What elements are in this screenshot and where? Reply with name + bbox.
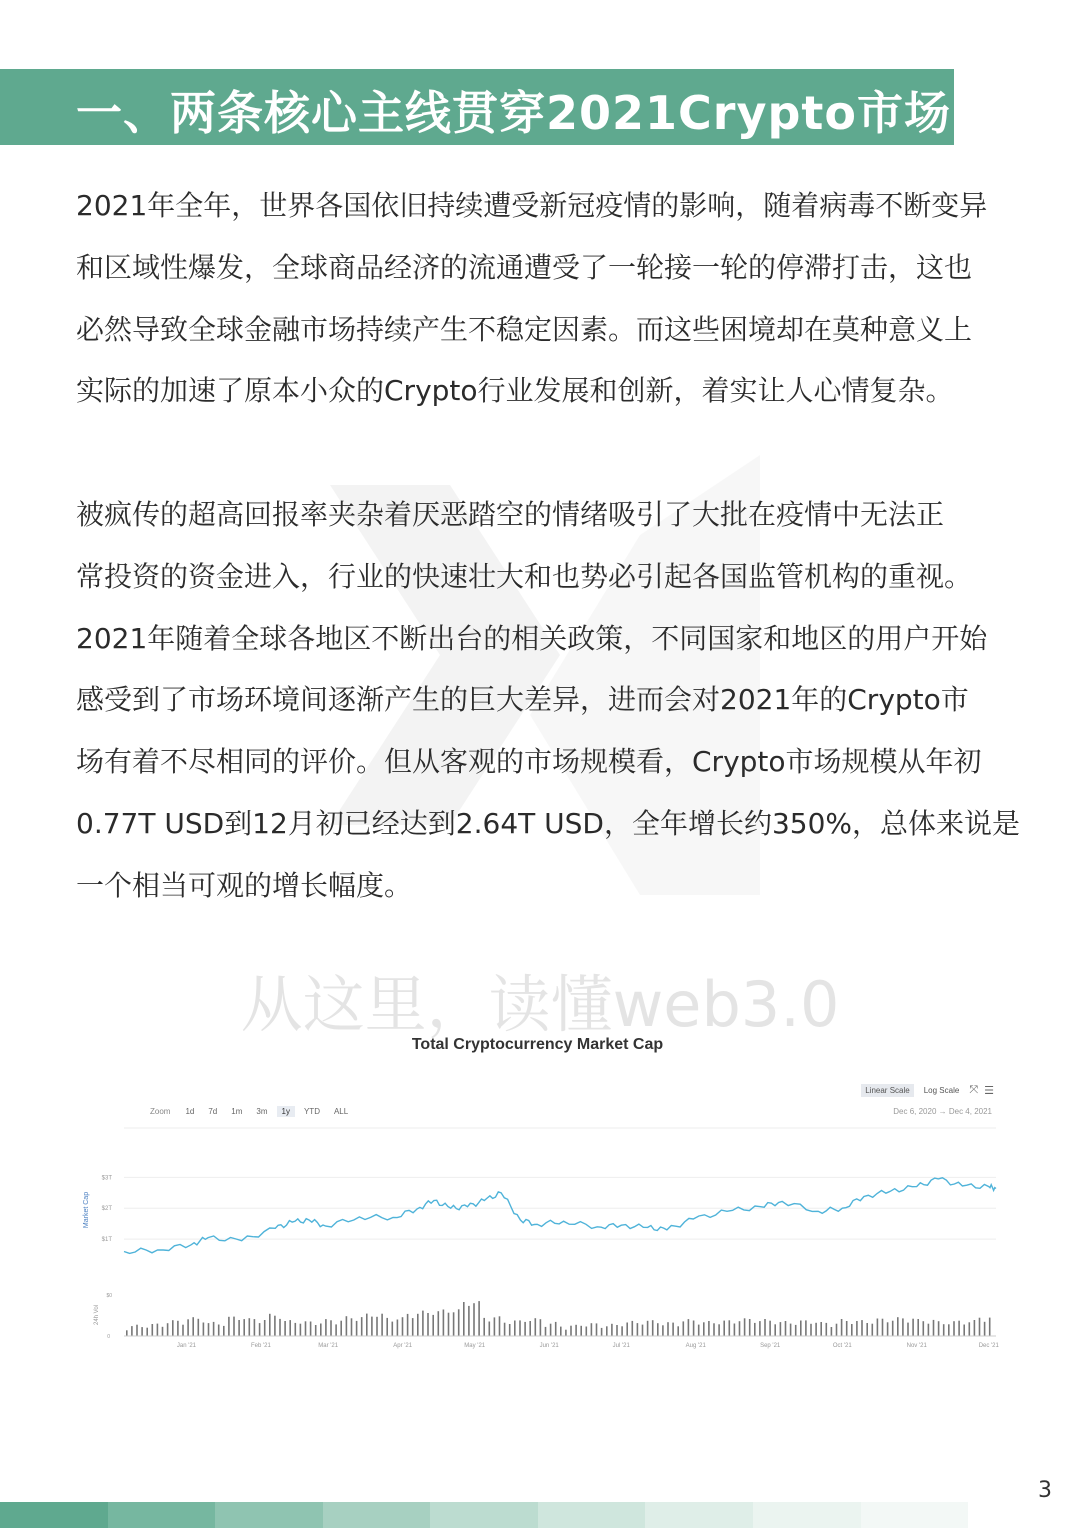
volume-bar [555,1322,557,1336]
volume-bar [407,1314,409,1336]
volume-bar [820,1322,822,1336]
volume-bar [228,1317,230,1336]
volume-bar [494,1317,496,1336]
volume-bar [683,1321,685,1336]
volume-bar [943,1324,945,1336]
volume-bar [509,1324,511,1336]
volume-bar [933,1320,935,1336]
volume-bar [989,1318,991,1336]
volume-bar [769,1321,771,1336]
volume-bar [958,1321,960,1336]
volume-bar [565,1330,567,1336]
zoom-7d-button[interactable]: 7d [208,1107,218,1116]
volume-bar [448,1313,450,1336]
volume-bar [381,1314,383,1336]
volume-bar [591,1323,593,1336]
volume-bar [892,1321,894,1336]
y-tick-label: $1T [101,1237,112,1244]
volume-bar [203,1323,205,1337]
volume-bar [815,1323,817,1336]
volume-bar [249,1318,251,1336]
volume-bar [489,1322,491,1337]
volume-bar [172,1320,174,1336]
paragraph-line: 一个相当可观的增长幅度。 [76,868,413,902]
volume-bar [284,1321,286,1336]
volume-bar [723,1321,725,1336]
volume-bar [754,1323,756,1336]
volume-bar [167,1323,169,1336]
volume-bar [969,1322,971,1336]
volume-bar [606,1326,608,1336]
volume-bar [953,1321,955,1336]
volume-bar [560,1327,562,1336]
volume-bar [295,1323,297,1336]
volume-bar [749,1319,751,1336]
volume-bar [198,1319,200,1336]
volume-bar [335,1324,337,1336]
volume-bar [877,1319,879,1337]
volume-bar [427,1313,429,1336]
volume-bar [524,1322,526,1336]
volume-bar [182,1325,184,1336]
volume-bar [580,1326,582,1336]
volume-bar [897,1317,899,1336]
volume-bar [846,1321,848,1336]
y-tick-label: $3T [101,1175,112,1182]
volume-bar [851,1324,853,1336]
volume-bar [136,1325,138,1336]
volume-bar [887,1322,889,1336]
volume-bar [657,1323,659,1336]
volume-bar [269,1314,271,1336]
footer-segment [215,1502,323,1528]
footer-segment [108,1502,216,1528]
paragraph-line: 感受到了市场环境间逐渐产生的巨大差异，进而会对2021年的Crypto市 [76,683,969,717]
volume-bar [626,1323,628,1337]
volume-bar [259,1323,261,1336]
volume-bar [300,1324,302,1336]
volume-bar [917,1319,919,1336]
volume-bar [708,1321,710,1336]
volume-bar [703,1322,705,1336]
volume-bar [963,1325,965,1337]
volume-bar [397,1320,399,1337]
x-tick-label: Jan '21 [176,1343,197,1349]
volume-bar [315,1325,317,1336]
paragraph-line: 被疯传的超高回报率夹杂着厌恶踏空的情绪吸引了大批在疫情中无法正 [76,498,945,531]
volume-bar [402,1317,404,1336]
volume-bar [386,1318,388,1336]
volume-bar [831,1327,833,1336]
volume-bar [443,1310,445,1337]
menu-icon[interactable]: ☰ [984,1083,994,1097]
volume-bar [734,1324,736,1337]
volume-axis-label: 24h Vol [94,1304,100,1326]
volume-bar [412,1318,414,1336]
volume-bar [637,1323,639,1336]
volume-bar [152,1324,154,1336]
footer-segment [323,1502,431,1528]
volume-bar [238,1320,240,1336]
volume-bar [279,1319,281,1336]
y-axis-label: Market Cap [83,1191,90,1229]
volume-bar [570,1326,572,1336]
volume-bar [739,1321,741,1336]
x-tick-label: May '21 [464,1343,486,1349]
volume-bar [667,1322,669,1336]
volume-bar [330,1320,332,1336]
market-cap-line [124,1178,996,1254]
footer-segment [861,1502,969,1528]
volume-bar [438,1311,440,1336]
volume-bar [208,1323,210,1336]
volume-bar [141,1327,143,1336]
x-tick-label: Oct '21 [832,1343,852,1349]
volume-bar [923,1321,925,1336]
paragraph-1 [76,175,1006,422]
volume-bar [759,1321,761,1336]
volume-bar [157,1324,159,1336]
volume-bar [795,1325,797,1336]
volume-bar [882,1319,884,1336]
section-header-bar [0,69,954,145]
volume-bar [693,1321,695,1337]
volume-bar [938,1321,940,1336]
volume-bar [351,1318,353,1336]
volume-bar [647,1321,649,1336]
volume-bar [861,1320,863,1336]
volume-bar [514,1321,516,1337]
footer-segment [753,1502,861,1528]
volume-tick-label: 0 [107,1334,110,1340]
volume-bar [948,1324,950,1336]
volume-bar [320,1324,322,1337]
footer-gradient-bar [0,1502,968,1528]
volume-bar [621,1326,623,1336]
volume-bar [218,1325,220,1337]
volume-bar [529,1321,531,1336]
paragraph-line: 0.77T USD到12月初已经达到2.64T USD，全年增长约350%，总体来说是 [76,806,1021,840]
volume-bar [979,1318,981,1336]
fullscreen-icon[interactable]: ⤧ [969,1083,979,1096]
volume-bar [325,1319,327,1336]
volume-bar [243,1319,245,1336]
volume-bar [499,1316,501,1336]
paragraph-line: 2021年全年，世界各国依旧持续遭受新冠疫情的影响，随着病毒不断变异 [76,189,988,222]
zoom-all-button[interactable]: ALL [333,1107,349,1116]
volume-bar [422,1311,424,1336]
volume-bar [305,1321,307,1336]
paragraph-line: 实际的加速了原本小众的Crypto行业发展和创新，着实让人心情复杂。 [76,374,954,408]
volume-bar [310,1322,312,1337]
chart-title: Total Cryptocurrency Market Cap [411,1036,664,1053]
volume-bar [192,1317,194,1336]
paragraph-line: 2021年随着全球各地区不断出台的相关政策，不同国家和地区的用户开始 [76,621,988,655]
volume-bar [264,1320,266,1336]
footer-segment [538,1502,646,1528]
volume-bar [458,1309,460,1336]
volume-bar [780,1322,782,1336]
x-tick-label: Feb '21 [251,1343,271,1349]
volume-bar [575,1325,577,1336]
watermark-text: 从这里，读懂web3.0 [240,968,840,1041]
zoom-1d-button[interactable]: 1d [185,1107,195,1116]
section-title: 一、两条核心主线贯穿2021Crypto市场 [76,86,951,140]
volume-bar [361,1317,363,1336]
volume-bar [473,1303,475,1336]
chart-plot-area [76,1075,1006,1365]
zoom-ytd-button[interactable]: YTD [303,1107,320,1116]
footer-segment [0,1502,108,1528]
volume-bar [688,1319,690,1336]
volume-bar [177,1321,179,1336]
volume-bar [371,1317,373,1336]
volume-bar [774,1324,776,1336]
volume-bar [785,1321,787,1336]
log-scale-button[interactable]: Log Scale [923,1085,960,1095]
volume-bar [519,1320,521,1336]
x-tick-label: Apr '21 [393,1343,413,1349]
volume-tick-label: $0 [106,1293,112,1299]
volume-bar [928,1324,930,1336]
volume-bar [677,1326,679,1336]
volume-bar [254,1319,256,1336]
volume-bar [984,1322,986,1336]
x-tick-label: Nov '21 [906,1343,927,1349]
volume-bar [907,1323,909,1336]
x-tick-label: Jul '21 [612,1343,630,1349]
volume-bar [866,1323,868,1336]
volume-bar [463,1302,465,1336]
volume-bar [713,1323,715,1336]
x-tick-label: Jun '21 [539,1343,559,1349]
zoom-3m-button[interactable]: 3m [256,1107,268,1116]
volume-bar [611,1324,613,1336]
volume-bar [453,1312,455,1336]
volume-bar [744,1318,746,1336]
volume-bar [233,1317,235,1336]
linear-scale-button[interactable]: Linear Scale [861,1084,913,1097]
paragraph-line: 常投资的资金进入，行业的快速壮大和也势必引起各国监管机构的重视。 [76,559,973,593]
footer-segment [645,1502,753,1528]
volume-bar [417,1314,419,1336]
volume-bar [468,1306,470,1336]
volume-bar [800,1321,802,1337]
volume-bar [213,1322,215,1336]
volume-bar [504,1323,506,1336]
volume-bar [376,1317,378,1336]
volume-bar [162,1327,164,1336]
volume-bar [340,1321,342,1336]
volume-bar [974,1320,976,1336]
volume-bar [596,1323,598,1336]
volume-bar [483,1318,485,1336]
volume-bar [616,1325,618,1336]
paragraph-line: 必然导致全球金融市场持续产生不稳定因素。而这些困境却在莫种意义上 [76,312,973,346]
volume-bar [535,1318,537,1336]
volume-bar [356,1321,358,1336]
volume-bar [764,1319,766,1336]
volume-bar [187,1319,189,1336]
volume-bar [790,1324,792,1336]
volume-bar [550,1324,552,1336]
x-tick-label: Mar '21 [318,1343,339,1349]
volume-bar [698,1325,700,1336]
volume-bar [652,1320,654,1336]
volume-bar [810,1324,812,1336]
volume-bar [672,1323,674,1336]
volume-bar [392,1322,394,1336]
volume-bar [289,1320,291,1336]
volume-bar [126,1330,128,1336]
volume-bar [586,1327,588,1337]
volume-bar [872,1324,874,1336]
date-range: Dec 6, 2020 → Dec 4, 2021 [893,1107,992,1116]
volume-bar [131,1326,133,1336]
volume-bar [545,1327,547,1336]
zoom-label: Zoom [150,1107,171,1116]
y-tick-label: $2T [101,1206,112,1213]
volume-bar [146,1328,148,1336]
volume-bar [223,1326,225,1336]
volume-bar [662,1325,664,1336]
zoom-1y-button[interactable]: 1y [277,1106,295,1117]
volume-bar [601,1328,603,1336]
volume-bar [902,1318,904,1336]
page-number: 3 [1038,1478,1052,1503]
volume-bar [540,1319,542,1336]
volume-bar [432,1315,434,1336]
x-tick-label: Sep '21 [760,1343,781,1349]
volume-bar [729,1320,731,1336]
volume-bar [274,1316,276,1336]
volume-bar [718,1324,720,1336]
volume-bar [841,1319,843,1336]
market-cap-chart [76,1075,1006,1365]
x-tick-label: Aug '21 [685,1343,706,1349]
paragraph-line: 和区域性爆发，全球商品经济的流通遭受了一轮接一轮的停滞打击，这也 [76,250,973,284]
zoom-1m-button[interactable]: 1m [231,1107,243,1116]
volume-bar [805,1320,807,1336]
volume-bar [478,1301,480,1336]
volume-bar [632,1321,634,1336]
paragraph-2 [76,484,1021,917]
volume-bar [642,1325,644,1336]
volume-bar [366,1314,368,1336]
volume-bar [836,1324,838,1336]
volume-bar [912,1319,914,1336]
volume-bar [346,1316,348,1336]
paragraph-line: 场有着不尽相同的评价。但从客观的市场规模看，Crypto市场规模从年初 [76,745,982,779]
volume-bar [856,1321,858,1336]
footer-segment [430,1502,538,1528]
volume-bar [826,1323,828,1336]
x-tick-label: Dec '21 [978,1343,999,1349]
